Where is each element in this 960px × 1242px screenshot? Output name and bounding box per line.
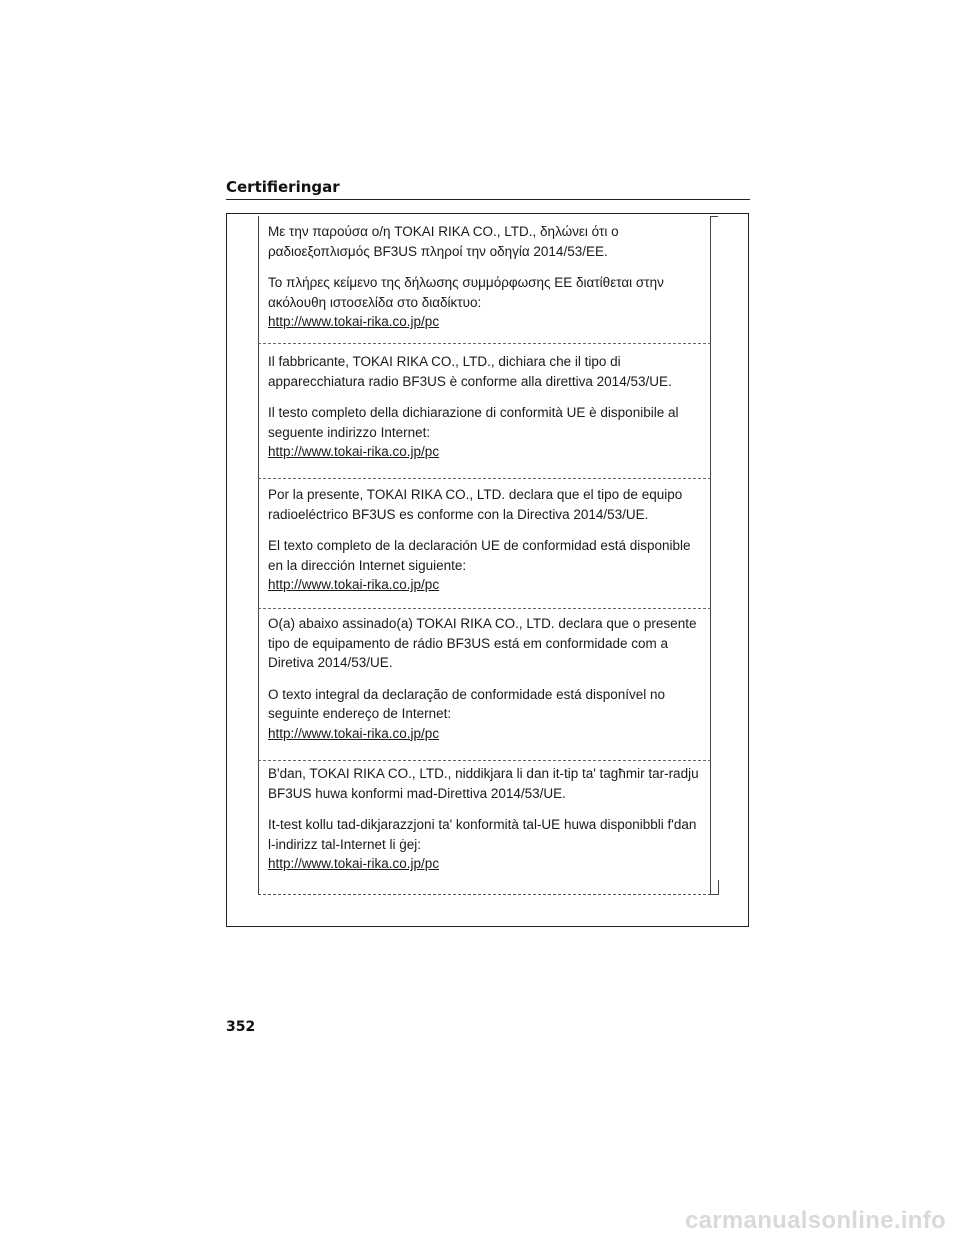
declaration-availability: O texto integral da declaração de conformidade está disponível no seguinte endereço de Internet: <box>268 686 665 721</box>
declaration-italian <box>268 352 704 462</box>
declaration-link[interactable]: http://www.tokai-rika.co.jp/pc <box>268 725 440 741</box>
declaration-maltese <box>268 764 704 874</box>
declaration-portuguese <box>268 614 704 743</box>
declaration-availability: It-test kollu tad-dikjarazzjoni ta' konformità tal-UE huwa disponibbli f'dan l-indirizz tal-Internet li ġej: <box>268 817 697 852</box>
declaration-statement: Por la presente, TOKAI RIKA CO., LTD. declara que el tipo de equipo radioeléctrico BF3US es conforme con la Directiva 2014/53/UE. <box>268 487 683 522</box>
declaration-separator <box>258 478 711 479</box>
declaration-link[interactable]: http://www.tokai-rika.co.jp/pc <box>268 314 440 329</box>
title-divider <box>226 199 750 200</box>
declaration-link[interactable]: http://www.tokai-rika.co.jp/pc <box>268 577 440 592</box>
frame-corner-mark <box>710 216 718 217</box>
declaration-separator <box>258 608 711 609</box>
declaration-link[interactable]: http://www.tokai-rika.co.jp/pc <box>268 856 440 871</box>
declaration-availability: Το πλήρες κείμενο της δήλωσης συμμόρφωσης ΕΕ διατίθεται στην ακόλουθη ιστοσελίδα στο διαδίκτυο: <box>268 275 664 310</box>
declaration-statement: O(a) abaixo assinado(a) TOKAI RIKA CO., LTD. declara que o presente tipo de equipamento de rádio BF3US está em conformidade com a Diretiva 2014/53/UE. <box>268 616 697 670</box>
declaration-greek <box>268 222 704 332</box>
declaration-statement: Il fabbricante, TOKAI RIKA CO., LTD., dichiara che il tipo di apparecchiatura radio BF3US è conforme alla direttiva 2014/53/UE. <box>268 354 672 389</box>
declaration-statement: Με την παρούσα ο/η TOKAI RIKA CO., LTD., δηλώνει ότι ο ραδιοεξοπλισμός BF3US πληροί την οδηγία 2014/53/ΕΕ. <box>268 224 619 259</box>
declaration-separator <box>258 760 711 761</box>
page-number: 352 <box>226 1019 256 1035</box>
watermark: carmanualsonline.info <box>684 1207 946 1234</box>
frame-corner-mark <box>710 894 718 895</box>
declaration-availability: Il testo completo della dichiarazione di conformità UE è disponibile al seguente indirizzo Internet: <box>268 405 679 440</box>
declaration-link[interactable]: http://www.tokai-rika.co.jp/pc <box>268 444 440 459</box>
declaration-availability: El texto completo de la declaración UE de conformidad está disponible en la dirección Internet siguiente: <box>268 538 691 573</box>
declaration-statement: B'dan, TOKAI RIKA CO., LTD., niddikjara li dan it-tip ta' tagħmir tar-radju BF3US huwa konformi mad-Direttiva 2014/53/UE. <box>268 766 699 801</box>
section-title: Certifieringar <box>226 178 340 196</box>
declaration-spanish <box>268 485 704 595</box>
declaration-separator <box>258 343 711 344</box>
frame-corner-mark <box>718 880 719 895</box>
